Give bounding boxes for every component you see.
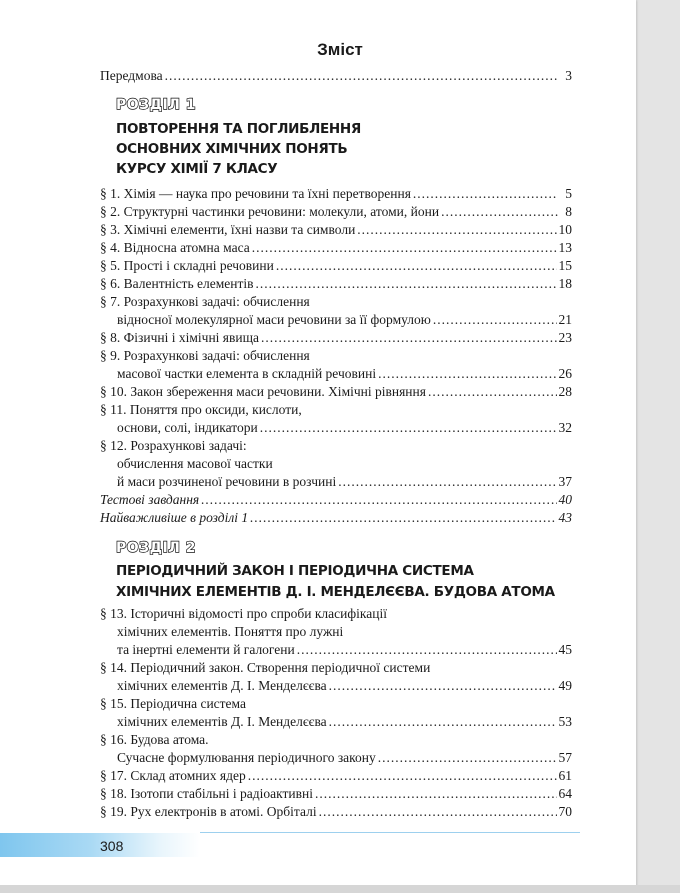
toc-page-number: 64	[558, 786, 572, 801]
leader-dots	[201, 491, 556, 508]
section-1-title-line: КУРСУ ХІМІЇ 7 КЛАСУ	[116, 161, 278, 177]
toc-entry-label: хімічних елементів Д. І. Менделєєва	[117, 678, 327, 693]
leader-dots	[276, 257, 557, 274]
toc-entry-line: § 12. Розрахункові задачі:	[100, 438, 247, 453]
leader-dots	[252, 239, 557, 256]
toc-entry-label: § 8. Фізичні і хімічні явища	[100, 330, 259, 345]
toc-entry-label: Найважливіше в розділі 1	[100, 510, 249, 525]
leader-dots	[165, 67, 558, 84]
toc-entry-line: § 9. Розрахункові задачі: обчислення	[100, 348, 310, 363]
toc-entry[interactable]	[100, 239, 572, 256]
leader-dots	[319, 803, 557, 820]
toc-entry-label: Сучасне формулювання періодичного закону	[117, 750, 376, 765]
leader-dots	[261, 329, 557, 346]
toc-page-number: 8	[565, 204, 572, 219]
toc-page-number: 61	[558, 768, 572, 783]
toc-entry-label: § 1. Хімія — наука про речовини та їхні перетворення	[100, 186, 411, 201]
leader-dots	[428, 383, 557, 400]
toc-page-number: 18	[558, 276, 572, 291]
page-edge	[0, 885, 680, 893]
page-title: Зміст	[317, 40, 363, 59]
leader-dots	[378, 365, 556, 382]
toc-page-number: 21	[558, 312, 572, 327]
toc-page-number: 23	[558, 330, 572, 345]
leader-dots	[329, 713, 557, 730]
toc-entry-label: § 4. Відносна атомна маса	[100, 240, 250, 255]
toc-page-number: 70	[558, 804, 572, 819]
toc-entry-label: масової частки елемента в складній речовині	[117, 366, 377, 381]
toc-entry[interactable]	[100, 329, 572, 346]
toc-entry-label: § 3. Хімічні елементи, їхні назви та символи	[100, 222, 356, 237]
toc-entry-line: § 7. Розрахункові задачі: обчислення	[100, 294, 310, 309]
leader-dots	[329, 677, 557, 694]
toc-page-number: 3	[565, 68, 572, 83]
toc-entry-label: Передмова	[100, 68, 163, 83]
toc-entry[interactable]	[117, 473, 572, 490]
toc-entry[interactable]	[100, 803, 572, 820]
toc-page-number: 15	[558, 258, 572, 273]
toc-entry-preface[interactable]	[100, 67, 572, 84]
toc-entry-label: § 18. Ізотопи стабільні і радіоактивні	[100, 786, 313, 801]
toc-page-number: 37	[558, 474, 572, 489]
toc-entry[interactable]	[117, 311, 572, 328]
toc-entry[interactable]	[100, 767, 572, 784]
toc-entry-label: § 19. Рух електронів в атомі. Орбіталі	[100, 804, 317, 819]
section-2-title-line: ХІМІЧНИХ ЕЛЕМЕНТІВ Д. І. МЕНДЕЛЄЄВА. БУДОВА АТОМА	[116, 584, 555, 600]
toc-entry[interactable]	[117, 677, 572, 694]
toc-entry-label: Тестові завдання	[100, 492, 200, 507]
toc-entry-tests[interactable]	[100, 491, 572, 508]
toc-entry-line: обчислення масової частки	[117, 456, 273, 471]
leader-dots	[260, 419, 557, 436]
toc-entry-line: § 14. Періодичний закон. Створення періодичної системи	[100, 660, 431, 675]
footer-rule	[200, 832, 580, 833]
leader-dots	[433, 311, 557, 328]
toc-entry-line: § 15. Періодична система	[100, 696, 246, 711]
leader-dots	[297, 641, 557, 658]
toc-entry-label: та інертні елементи й галогени	[117, 642, 295, 657]
toc-entry-label: § 17. Склад атомних ядер	[100, 768, 246, 783]
toc-entry-line: § 16. Будова атома.	[100, 732, 209, 747]
toc-entry[interactable]	[117, 419, 572, 436]
toc-entry-line: § 13. Історичні відомості про спроби класифікації	[100, 606, 387, 621]
toc-page-number: 5	[565, 186, 572, 201]
toc-entry[interactable]	[100, 221, 572, 238]
toc-entry[interactable]	[100, 275, 572, 292]
leader-dots	[248, 767, 557, 784]
section-2-badge: РОЗДІЛ 2	[116, 540, 197, 556]
toc-page-number: 32	[558, 420, 572, 435]
toc-entry-summary[interactable]	[100, 509, 572, 526]
leader-dots	[441, 203, 558, 220]
leader-dots	[413, 185, 558, 202]
toc-page-number: 26	[558, 366, 572, 381]
leader-dots	[250, 509, 556, 526]
toc-page-number: 40	[558, 492, 572, 507]
toc-page-number: 57	[558, 750, 572, 765]
toc-entry-label: § 5. Прості і складні речовини	[100, 258, 274, 273]
toc-entry[interactable]	[117, 749, 572, 766]
toc-page-number: 45	[558, 642, 572, 657]
leader-dots	[338, 473, 556, 490]
toc-entry-label: основи, солі, індикатори	[117, 420, 258, 435]
toc-entry[interactable]	[100, 257, 572, 274]
toc-entry-line: хімічних елементів. Поняття про лужні	[117, 624, 344, 639]
toc-entry[interactable]	[100, 785, 572, 802]
toc-page-number: 28	[558, 384, 572, 399]
toc-entry[interactable]	[100, 383, 572, 400]
toc-entry[interactable]	[117, 365, 572, 382]
toc-entry[interactable]	[117, 713, 572, 730]
toc-page-number: 49	[558, 678, 572, 693]
toc-entry[interactable]	[100, 203, 572, 220]
toc-entry-label: § 10. Закон збереження маси речовини. Хімічні рівняння	[100, 384, 426, 399]
section-2-title-line: ПЕРІОДИЧНИЙ ЗАКОН І ПЕРІОДИЧНА СИСТЕМА	[116, 563, 474, 579]
toc-entry-label: хімічних елементів Д. І. Менделєєва	[117, 714, 327, 729]
page-number: 308	[100, 838, 124, 854]
toc-entry-label: відносної молекулярної маси речовини за її формулою	[117, 312, 431, 327]
toc-page-number: 53	[558, 714, 572, 729]
toc-entry-line: § 11. Поняття про оксиди, кислоти,	[100, 402, 302, 417]
toc-page-number: 43	[558, 510, 572, 525]
toc-entry-label: § 6. Валентність елементів	[100, 276, 254, 291]
leader-dots	[357, 221, 556, 238]
toc-entry[interactable]	[117, 641, 572, 658]
section-1-badge: РОЗДІЛ 1	[116, 97, 197, 113]
toc-entry[interactable]	[100, 185, 572, 202]
toc-entry-label: § 2. Структурні частинки речовини: молекули, атоми, йони	[100, 204, 440, 219]
section-1-title-line: ПОВТОРЕННЯ ТА ПОГЛИБЛЕННЯ	[116, 121, 362, 137]
toc-entry-label: й маси розчиненої речовини в розчині	[117, 474, 337, 489]
leader-dots	[315, 785, 557, 802]
leader-dots	[378, 749, 557, 766]
section-1-title-line: ОСНОВНИХ ХІМІЧНИХ ПОНЯТЬ	[116, 141, 348, 157]
leader-dots	[256, 275, 557, 292]
toc-page-number: 13	[558, 240, 572, 255]
toc-page-number: 10	[558, 222, 572, 237]
